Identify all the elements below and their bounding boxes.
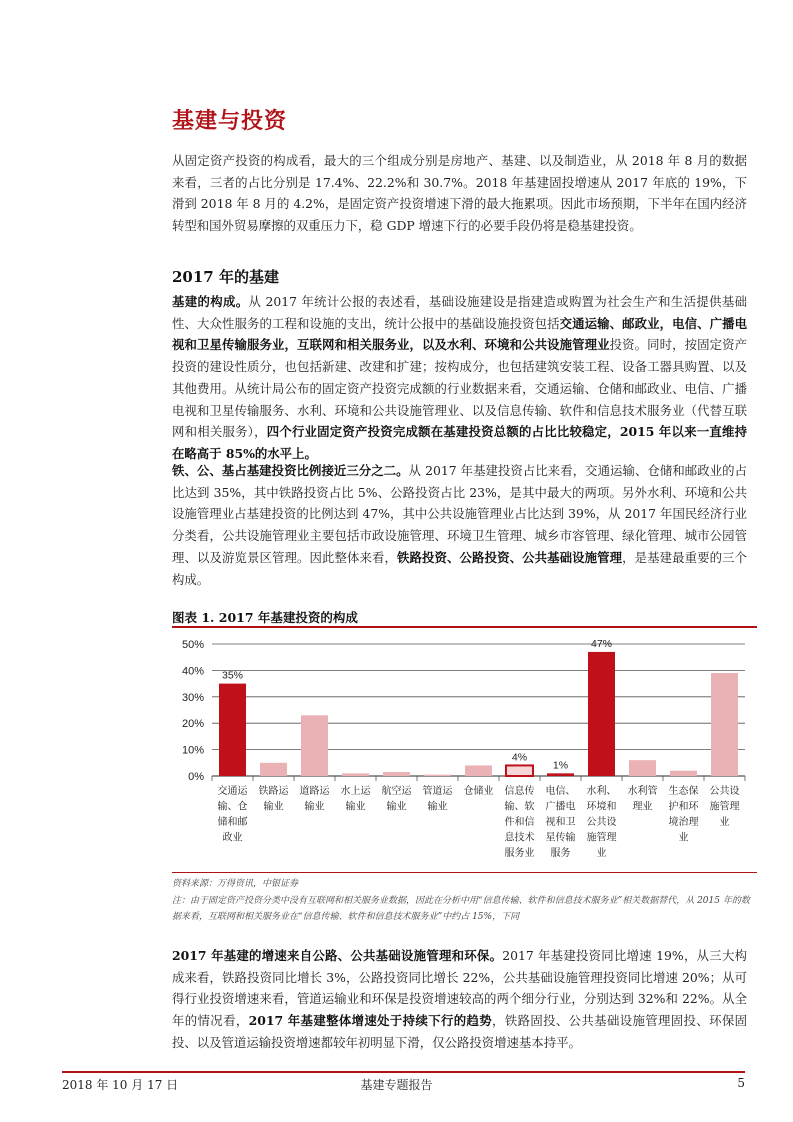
figure-note: 注：由于固定资产投资分类中没有互联网和相关服务业数据，因此在分析中用“信息传输、软件和信息技术服务业”相关数据替代，从 2015 年的数据来看，互联网和相关服务业在“信息传输、软件和信息技术服务业”中约占 15%，下同 [172, 896, 750, 922]
subsection-title: 2017 年的基建 [172, 268, 279, 286]
data-label: 47% [590, 637, 613, 650]
bar [670, 771, 697, 776]
category-label: 铁路运 [258, 786, 289, 797]
category-label: 水上运 [340, 786, 371, 797]
p3-run-2: 2017 年基建整体增速处于持续下行的趋势 [248, 1013, 493, 1029]
category-label: 理业 [632, 801, 653, 813]
data-label: 35% [221, 669, 244, 682]
bar [506, 765, 533, 776]
category-label: 信息传 [504, 786, 535, 797]
data-label: 4% [511, 751, 528, 764]
bar [547, 773, 574, 776]
footer-page-number: 5 [737, 1076, 745, 1090]
paragraph-infrastructure-composition [172, 291, 747, 465]
category-label: 件和信 [504, 817, 535, 828]
y-tick-label: 10% [181, 744, 204, 757]
category-label: 道路运 [299, 786, 330, 797]
bar [629, 760, 656, 776]
category-label: 服务 [550, 848, 571, 859]
category-label: 公共设 [586, 817, 617, 828]
bar [219, 684, 246, 776]
category-label: 水利管 [627, 786, 658, 797]
category-label: 仓储业 [463, 786, 494, 797]
bar [588, 652, 615, 776]
paragraph-rail-road-public [172, 460, 747, 590]
p1-run-0: 基建的构成。 [172, 294, 249, 309]
p1-run-1: 从 2017 年统计公报的表述看，基础设施建设是指建造或购置为社会生产和生活提供基础性、大众性服务的工程和设施的支出，统计公报中的基础设施投资包括 [172, 294, 747, 331]
section-heading: 基建与投资 [172, 108, 288, 134]
bar [383, 772, 410, 776]
y-tick-label: 30% [181, 691, 204, 704]
category-label: 业 [596, 848, 607, 859]
bar [301, 715, 328, 776]
p2-run-1: 从 2017 年基建投资占比来看，交通运输、仓储和邮政业的占比达到 35%，其中铁路投资占比 5%、公路投资占比 23%，是其中最大的两项。另外水利、环境和公共设施管理业占基建投资的比例达到 47%，其中公共设施管理业占比达到 39%，从 2017 年国民经济行业分类看，公共设施管理业主要包括市政设施管理、环境卫生管理、城乡市容管理、绿化管理、城市公园管理、以及游览景区管理。因此整体来看， [172, 463, 747, 565]
p2-run-3: ，是基建最重要的三个构成。 [172, 549, 748, 587]
category-label: 业 [678, 832, 689, 844]
category-label: 航空运 [381, 786, 412, 797]
y-tick-label: 40% [181, 665, 204, 678]
category-label: 输业 [345, 801, 366, 813]
category-label: 星传输 [545, 832, 576, 844]
category-label: 输业 [304, 801, 325, 813]
category-label: 境治理 [668, 817, 699, 828]
category-label: 交通运 [217, 786, 248, 797]
paragraph-2017-growth [172, 945, 747, 1054]
category-label: 环境和 [586, 801, 617, 813]
bar [465, 765, 492, 776]
figure-top-rule [172, 626, 757, 628]
bar [342, 773, 369, 776]
category-label: 广播电 [545, 801, 576, 813]
category-label: 水利、 [586, 786, 617, 797]
category-label: 护和环 [668, 801, 699, 813]
category-label: 管道运 [422, 786, 453, 797]
footer-report-title: 基建专题报告 [360, 1078, 433, 1092]
intro-paragraph: 从固定资产投资的构成看，最大的三个组成分别是房地产、基建、以及制造业，从 2018 年 8 月的数据来看，三者的占比分别是 17.4%、22.2%和 30.7%。2018 年基建固投增速从 2017 年底的 19%，下滑到 2018 年 8 月的 4.2%，是固定资产投资增速下滑的最大拖累项。因此市场预期，下半年在国内经济转型和国外贸易摩擦的双重压力下，稳 GDP 增速下行的必要手段仍将是稳基建投资。 [172, 153, 747, 234]
bar [260, 763, 287, 776]
bar [424, 775, 451, 776]
footer-rule [62, 1071, 745, 1073]
p3-run-3: ，铁路固投、公共基础设施管理固投、环保固投、以及管道运输投资增速都较年初明显下滑，仅公路投资增速基本持平。 [172, 1013, 747, 1050]
p2-run-0: 铁、公、基占基建投资比例接近三分之二。 [172, 463, 409, 478]
category-label: 生态保 [668, 786, 699, 797]
category-label: 服务业 [504, 848, 535, 859]
p3-run-1: 2017 年基建投资同比增速 19%，从三大构成来看，铁路投资同比增长 3%，公路投资同比增长 22%，公共基础设施管理投资同比增速 20%；从可得行业投资增速来看，管道运输业和环保是投资增速较高的两个细分行业，分别达到 32%和 22%。从全年的情况看， [172, 948, 747, 1029]
p2-run-2: 铁路投资、公路投资、公共基础设施管理 [397, 549, 623, 565]
category-label: 视和卫 [545, 817, 576, 828]
category-label: 施管理 [586, 832, 617, 844]
p1-run-2: 交通运输、邮政业，电信、广播电视和卫星传输服务业，互联网和相关服务业，以及水利、环境和公共设施管理业 [172, 315, 748, 353]
y-tick-label: 20% [181, 718, 204, 731]
category-label: 输业 [427, 801, 448, 813]
category-label: 储和邮 [217, 817, 248, 828]
p1-run-3: 投资。同时，按固定资产投资的建设性质分，也包括新建、改建和扩建；按构成分，也包括建筑安装工程、设备工器具购置、以及其他费用。从统计局公布的固定资产投资完成额的行业数据来看，交通运输、仓储和邮政业、电信、广播电视和卫星传输服务、水利、环境和公共设施管理业、以及信息传输、软件和信息技术服务业（代替互联网和相关服务）， [172, 337, 748, 440]
category-label: 施管理 [709, 801, 740, 813]
category-label: 电信、 [545, 786, 576, 797]
category-label: 输、仓 [217, 801, 248, 813]
category-label: 输业 [263, 801, 284, 813]
category-label: 输业 [386, 801, 407, 813]
y-tick-label: 50% [181, 639, 204, 651]
figure-title: 图表 1. 2017 年基建投资的构成 [172, 610, 358, 625]
category-label: 政业 [222, 832, 243, 844]
category-label: 业 [719, 817, 730, 828]
category-label: 息技术 [504, 832, 535, 844]
category-label: 输、软 [504, 801, 535, 813]
figure-source: 资料来源：万得资讯，中银证券 [172, 879, 299, 889]
category-label: 公共设 [709, 786, 740, 797]
p1-run-4: 四个行业固定资产投资完成额在基建投资总额的占比比较稳定，2015 年以来一直维持在略高于 85%的水平上。 [172, 424, 747, 461]
bar-chart [165, 630, 757, 870]
p3-run-0: 2017 年基建的增速来自公路、公共基础设施管理和环保。 [172, 948, 503, 963]
footer-date: 2018 年 10 月 17 日 [62, 1078, 179, 1092]
y-tick-label: 0% [188, 771, 204, 783]
bar [711, 673, 738, 776]
figure-bottom-rule [172, 872, 757, 873]
data-label: 1% [552, 759, 569, 772]
